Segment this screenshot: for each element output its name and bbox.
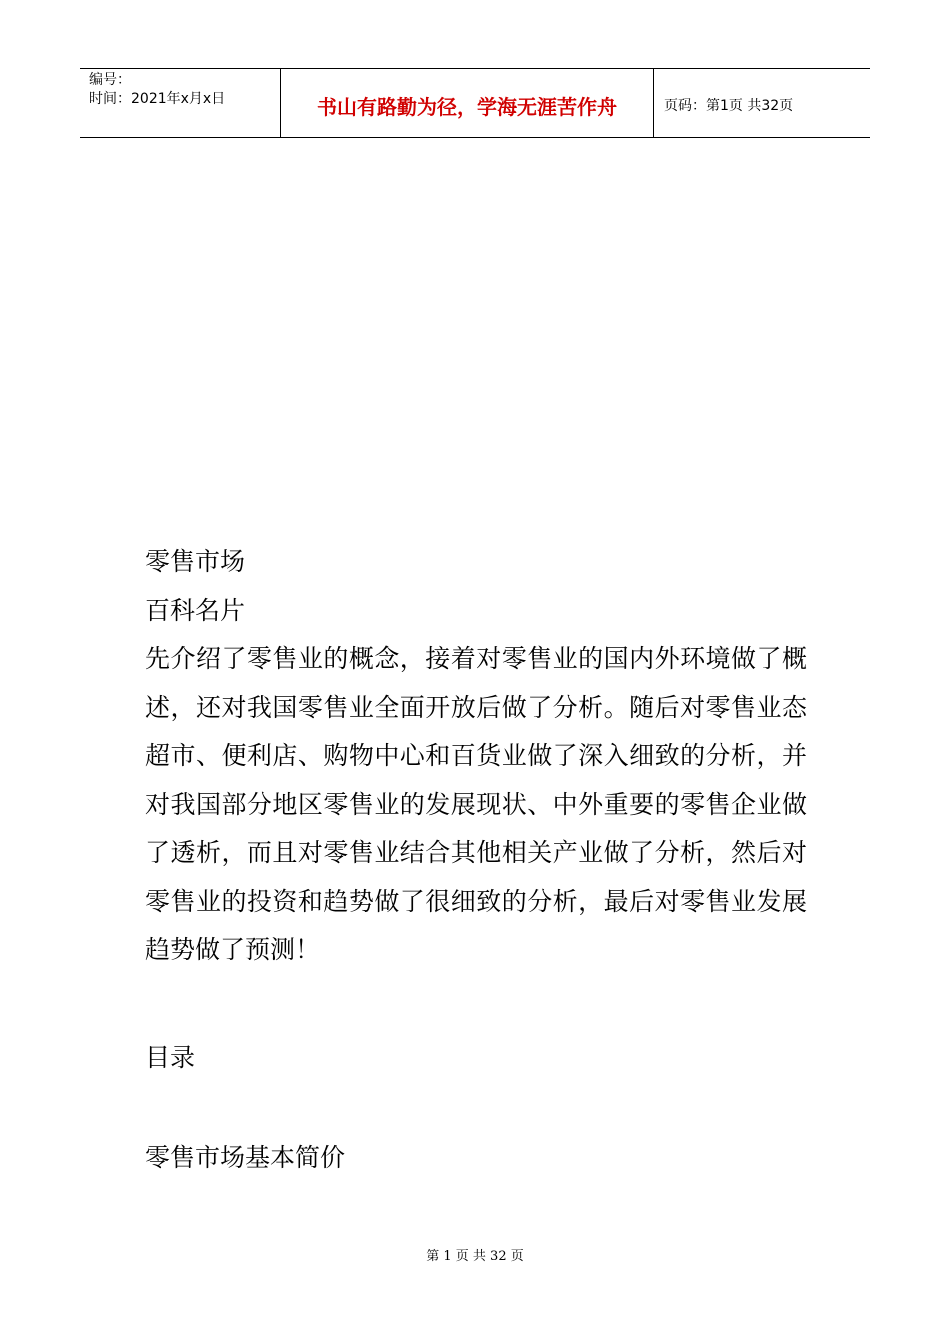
toc-heading: 目录: [145, 1043, 196, 1072]
page-footer: 第 1 页 共 32 页: [426, 1249, 524, 1264]
document-title: 零售市场: [145, 547, 246, 576]
summary-paragraph: 先介绍了零售业的概念，接着对零售业的国内外环境做了概述，还对我国零售业全面开放后做了分析。随后对零售业态超市、便利店、购物中心和百货业做了深入细致的分析，并对我国部分地区零售业的发展现状、中外重要的零售企业做了透析，而且对零售业结合其他相关产业做了分析，然后对零售业的投资和趋势做了很细致的分析，最后对零售业发展趋势做了预测！: [145, 644, 807, 964]
toc-item: 零售市场基本简价: [145, 1143, 346, 1172]
document-subtitle: 百科名片: [145, 595, 246, 625]
document-number-label: 编号：: [89, 72, 131, 88]
header-meta-cell: [80, 69, 281, 137]
document-header: [80, 68, 870, 138]
header-motto: 书山有路勤为径，学海无涯苦作舟: [281, 69, 654, 137]
document-body: [145, 538, 807, 975]
document-date-label: 时间：2021年x月x日: [89, 91, 226, 107]
header-page-info: 页码：第1页 共32页: [664, 98, 794, 114]
